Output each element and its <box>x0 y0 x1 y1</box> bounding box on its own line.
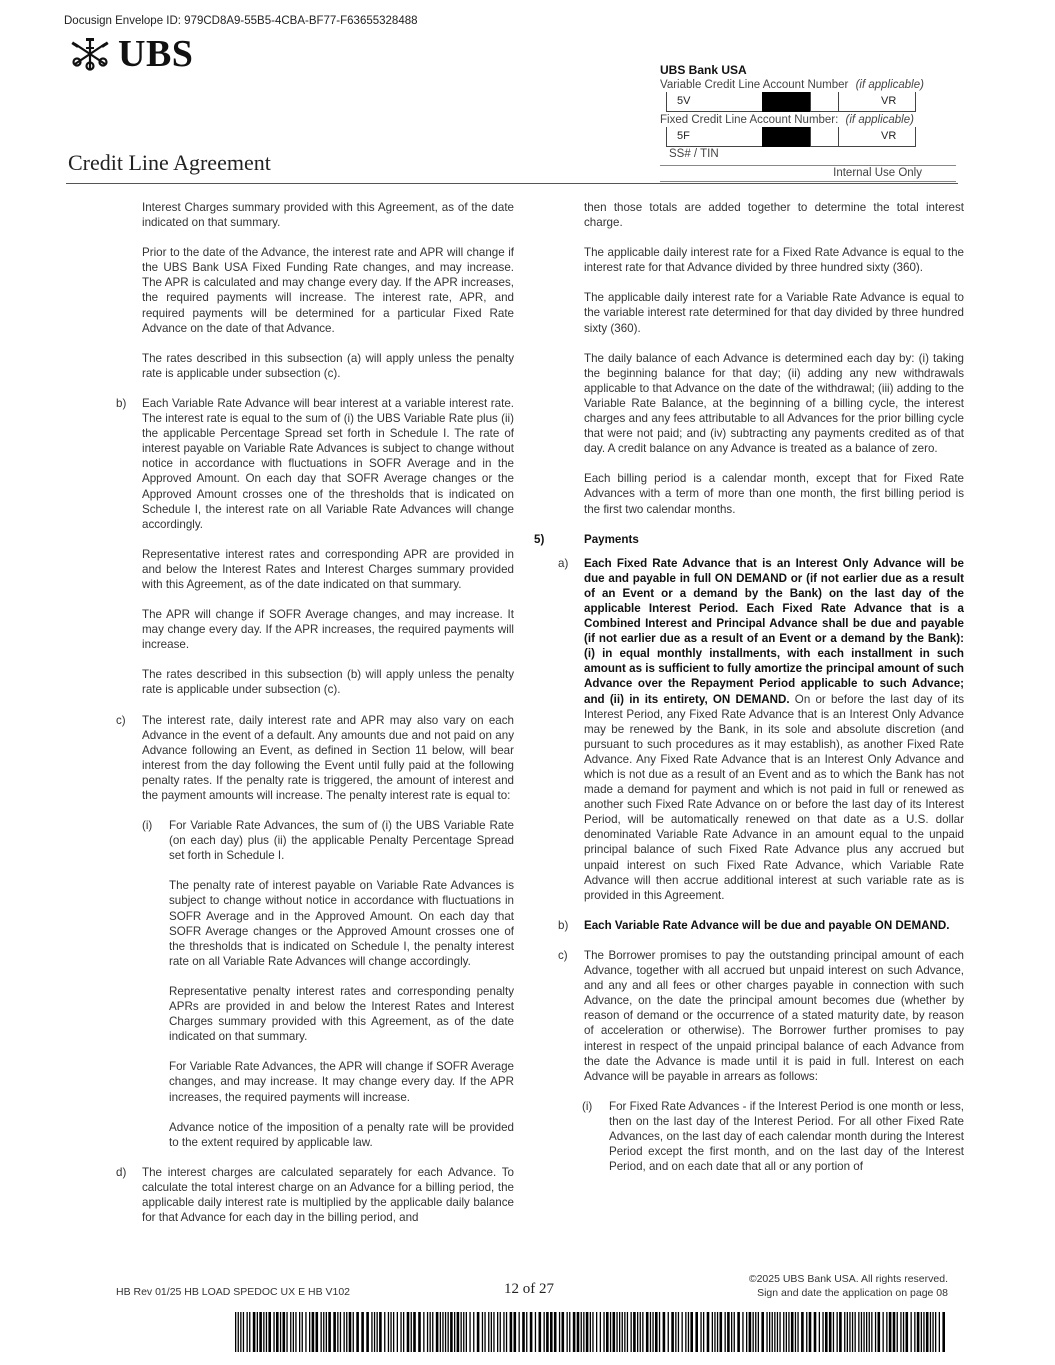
subclause-i <box>582 1099 964 1174</box>
fixed-account-prefix: 5F <box>666 127 772 147</box>
section-title: Payments <box>584 532 639 546</box>
paragraph: For Variable Rate Advances, the APR will change if SOFR Average changes, and may increase. It may change every day. If the APR increases, the required payments will increase. <box>169 1060 514 1104</box>
paragraph: Interest Charges summary provided with this Agreement, as of the date indicated on that summary. <box>142 201 514 230</box>
fixed-account-segment <box>810 127 838 147</box>
clause-c <box>116 713 514 1150</box>
paragraph: The rates described in this subsection (b) will apply unless the penalty rate is applicable under subsection (c). <box>142 668 514 697</box>
ssn-label: SS# / TIN <box>669 148 719 160</box>
clause-marker: a) <box>558 556 569 570</box>
bank-account-box <box>660 63 958 179</box>
paragraph: The APR will change if SOFR Average changes, and may increase. It may change every day. If the APR increases, the required payments will increase. <box>142 608 514 652</box>
paragraph: The applicable daily interest rate for a Variable Rate Advance is equal to the variable interest rate determined for that day divided by three hundred sixty (360). <box>584 291 964 335</box>
page-number: 12 of 27 <box>504 1281 554 1297</box>
section-number: 5) <box>534 532 545 546</box>
paragraph: For Variable Rate Advances, the sum of (i) the UBS Variable Rate (on each day) plus (ii) the applicable Penalty Percentage Spread set forth in Schedule I. <box>169 819 514 863</box>
paragraph: Representative interest rates and corresponding APR are provided in and below the Interest Rates and Interest Charges summary provided with this Agreement, as of the date indicated on that summary. <box>142 547 514 591</box>
clause-marker: (i) <box>142 819 153 833</box>
clause-marker: b) <box>558 918 569 932</box>
logo-wordmark: UBS <box>118 33 194 75</box>
clause-b <box>558 918 964 933</box>
body-text: On or before the last day of its Interest Period, any Fixed Rate Advance that is an Interest Only Advance may be renewed by the Bank, in its sole and absolute discretion (and pursuant to such procedures as it may establish), as another Fixed Rate Advance. Any Fixed Rate Advance that is an Interest Only Advance and which is not due as a result of an Event and as to which the Bank has not made a demand for payment and which is not paid in full or renewed as another such Fixed Rate Advance on or before the last day of its Interest Period, will be automatically renewed on that date as a U.S. dollar denominated Variable Rate Advance in an amount equal to the unpaid principal balance of such Fixed Rate Advance plus any accrued but unpaid interest on such Fixed Rate Advance, which Variable Rate Advance will then accrue additional interest at such variable rate as is provided in this Agreement. <box>584 692 965 902</box>
envelope-id: Docusign Envelope ID: 979CD8A9-55B5-4CBA-BF77-F63655328488 <box>64 15 418 27</box>
paragraph: The penalty rate of interest payable on Variable Rate Advances is subject to change without notice in accordance with fluctuations in SOFR Average and in the Approved Amount. On each day that SOFR Average changes or the Approved Amount crosses one of the thresholds that is indicated on Schedule I, the penalty interest rate on all Variable Rate Advances will change accordingly. <box>169 879 514 968</box>
ubs-logo <box>68 34 193 74</box>
paragraph: Each billing period is a calendar month, except that for Fixed Rate Advances with a term of more than one month, the first billing period is the first two calendar months. <box>584 472 964 516</box>
paragraph: The interest charges are calculated separately for each Advance. To calculate the total interest charge on an Advance for a billing period, the applicable daily interest rate is multiplied by the applicable daily balance for that Advance for each day in the billing period, and <box>142 1165 514 1225</box>
clause-marker: (i) <box>582 1099 593 1113</box>
variable-account-segment <box>810 92 838 112</box>
paragraph: then those totals are added together to determine the total interest charge. <box>584 201 964 230</box>
fixed-account-suffix: VR <box>838 127 916 147</box>
redaction-block <box>762 92 810 112</box>
paragraph: Advance notice of the imposition of a penalty rate will be provided to the extent required by applicable law. <box>169 1120 514 1149</box>
paragraph: The rates described in this subsection (a) will apply unless the penalty rate is applicable under subsection (c). <box>142 351 514 380</box>
subclause-i <box>142 818 514 1150</box>
copyright: ©2025 UBS Bank USA. All rights reserved. <box>748 1273 948 1285</box>
fixed-account-field[interactable] <box>660 127 958 147</box>
variable-account-field[interactable] <box>660 92 958 112</box>
page-title: Credit Line Agreement <box>68 150 271 175</box>
clause-c <box>558 948 964 1174</box>
header-divider <box>66 183 958 184</box>
clause-marker: c) <box>116 713 126 727</box>
clause-b <box>116 396 514 698</box>
clause-marker: b) <box>116 396 127 410</box>
internal-use-label: Internal Use Only <box>660 165 956 182</box>
left-column <box>116 200 514 1240</box>
fixed-account-label: Fixed Credit Line Account Number: (if applicable) <box>660 114 914 126</box>
paragraph: Each Variable Rate Advance will be due and payable ON DEMAND. <box>584 918 950 932</box>
paragraph: For Fixed Rate Advances - if the Interest Period is one month or less, then on the last day of the Interest Period. For all other Fixed Rate Advances, on the last day of each calendar month during the Interest Period except the first month, and on the last day of the Interest Period, and on each date that all or any portion of <box>609 1099 964 1174</box>
paragraph: The daily balance of each Advance is determined each day by: (i) taking the beginning balance for that day; (ii) adding any new withdrawals applicable to that Advance on the date of the withdrawal; (iii) adding to the Variable Rate Balance, at the beginning of a billing cycle, the interest charges and any fees attributable to all Advances for the prior billing cycle that were not paid; and (iv) subtracting any payments credited as of that day. A credit balance on any Advance is treated as a balance of zero. <box>584 351 964 456</box>
bold-text: Each Fixed Rate Advance that is an Interest Only Advance will be due and payable in full ON DEMAND or (if not earlier due as a result of an Event or a demand by the Bank) on the last day of the applicable Interest Period. Each Fixed Rate Advance that is a Combined Interest and Principal Advance shall be due and payable (if not earlier due as a result of an Event or a demand by the Bank): (i) in equal monthly installments, with each installment in such amount as is sufficient to fully amortize the principal amount of such Advance over the Repayment Period applicable to such Advance; and (ii) in its entirety, ON DEMAND. <box>584 556 964 706</box>
paragraph: The Borrower promises to pay the outstanding principal amount of each Advance, together with all accrued but unpaid interest on such Advance, and any and all fees or other charges payable in connection with such Advance, on the date the principal amount becomes due (whether by reason of demand or the occurrence of a stated maturity date, by reason of acceleration or otherwise). The Borrower further promises to pay interest in respect of the unpaid principal balance of each Advance from the date the Advance is made until it is paid in full. Interest on each Advance will be payable in arrears as follows: <box>584 948 964 1083</box>
paragraph <box>584 556 964 903</box>
clause-d <box>116 1165 514 1225</box>
paragraph: The interest rate, daily interest rate and APR may also vary on each Advance in the event of a default. Any amounts due and not paid on any Advance following an Event, as defined in Section 11 below, will bear interest from the day following the Event until fully paid at the following penalty rates. If the penalty rate is triggered, the amount of interest and the payment amounts will increase. The penalty interest rate is equal to: <box>142 713 514 802</box>
paragraph: Representative penalty interest rates and corresponding penalty APRs are provided in and below the Interest Rates and Interest Charges summary provided with this Agreement, as of the date indicated on that summary. <box>169 984 514 1044</box>
clause-marker: d) <box>116 1165 127 1179</box>
footer-notes <box>700 1272 948 1300</box>
variable-account-label: Variable Credit Line Account Number (if applicable) <box>660 79 924 91</box>
paragraph: Prior to the date of the Advance, the interest rate and APR will change if the UBS Bank USA Fixed Funding Rate changes, and may increase. The APR is calculated and may change every day. If the APR increases, the required payments will increase. The interest rate, APR, and required payments will be determined for a particular Fixed Rate Advance on the date of that Advance. <box>142 246 514 335</box>
barcode <box>235 1312 947 1352</box>
variable-account-suffix: VR <box>838 92 916 112</box>
variable-account-prefix: 5V <box>666 92 772 112</box>
clause-a <box>558 556 965 903</box>
section-heading <box>534 532 964 547</box>
bank-name: UBS Bank USA <box>660 63 747 77</box>
form-code: HB Rev 01/25 HB LOAD SPEDOC UX E HB V102 <box>116 1286 351 1298</box>
paragraph: Each Variable Rate Advance will bear interest at a variable interest rate. The interest rate is equal to the sum of (i) the UBS Variable Rate plus (ii) the applicable Percentage Spread set forth in Schedule I. The rate of interest payable on Variable Rate Advances is subject to change without notice in accordance with fluctuations in SOFR Average and in the Approved Amount. On each day that SOFR Average changes or the Approved Amount crosses one of the thresholds that is indicated on Schedule I, the interest rate on all Variable Rate Advances will change accordingly. <box>142 396 514 531</box>
right-column <box>534 200 965 1189</box>
ubs-keys-icon <box>68 35 112 73</box>
paragraph: The applicable daily interest rate for a Fixed Rate Advance is equal to the interest rate for that Advance divided by three hundred sixty (360). <box>584 246 964 275</box>
clause-marker: c) <box>558 948 568 962</box>
sign-note: Sign and date the application on page 08 <box>757 1287 948 1299</box>
redaction-block <box>762 127 810 147</box>
